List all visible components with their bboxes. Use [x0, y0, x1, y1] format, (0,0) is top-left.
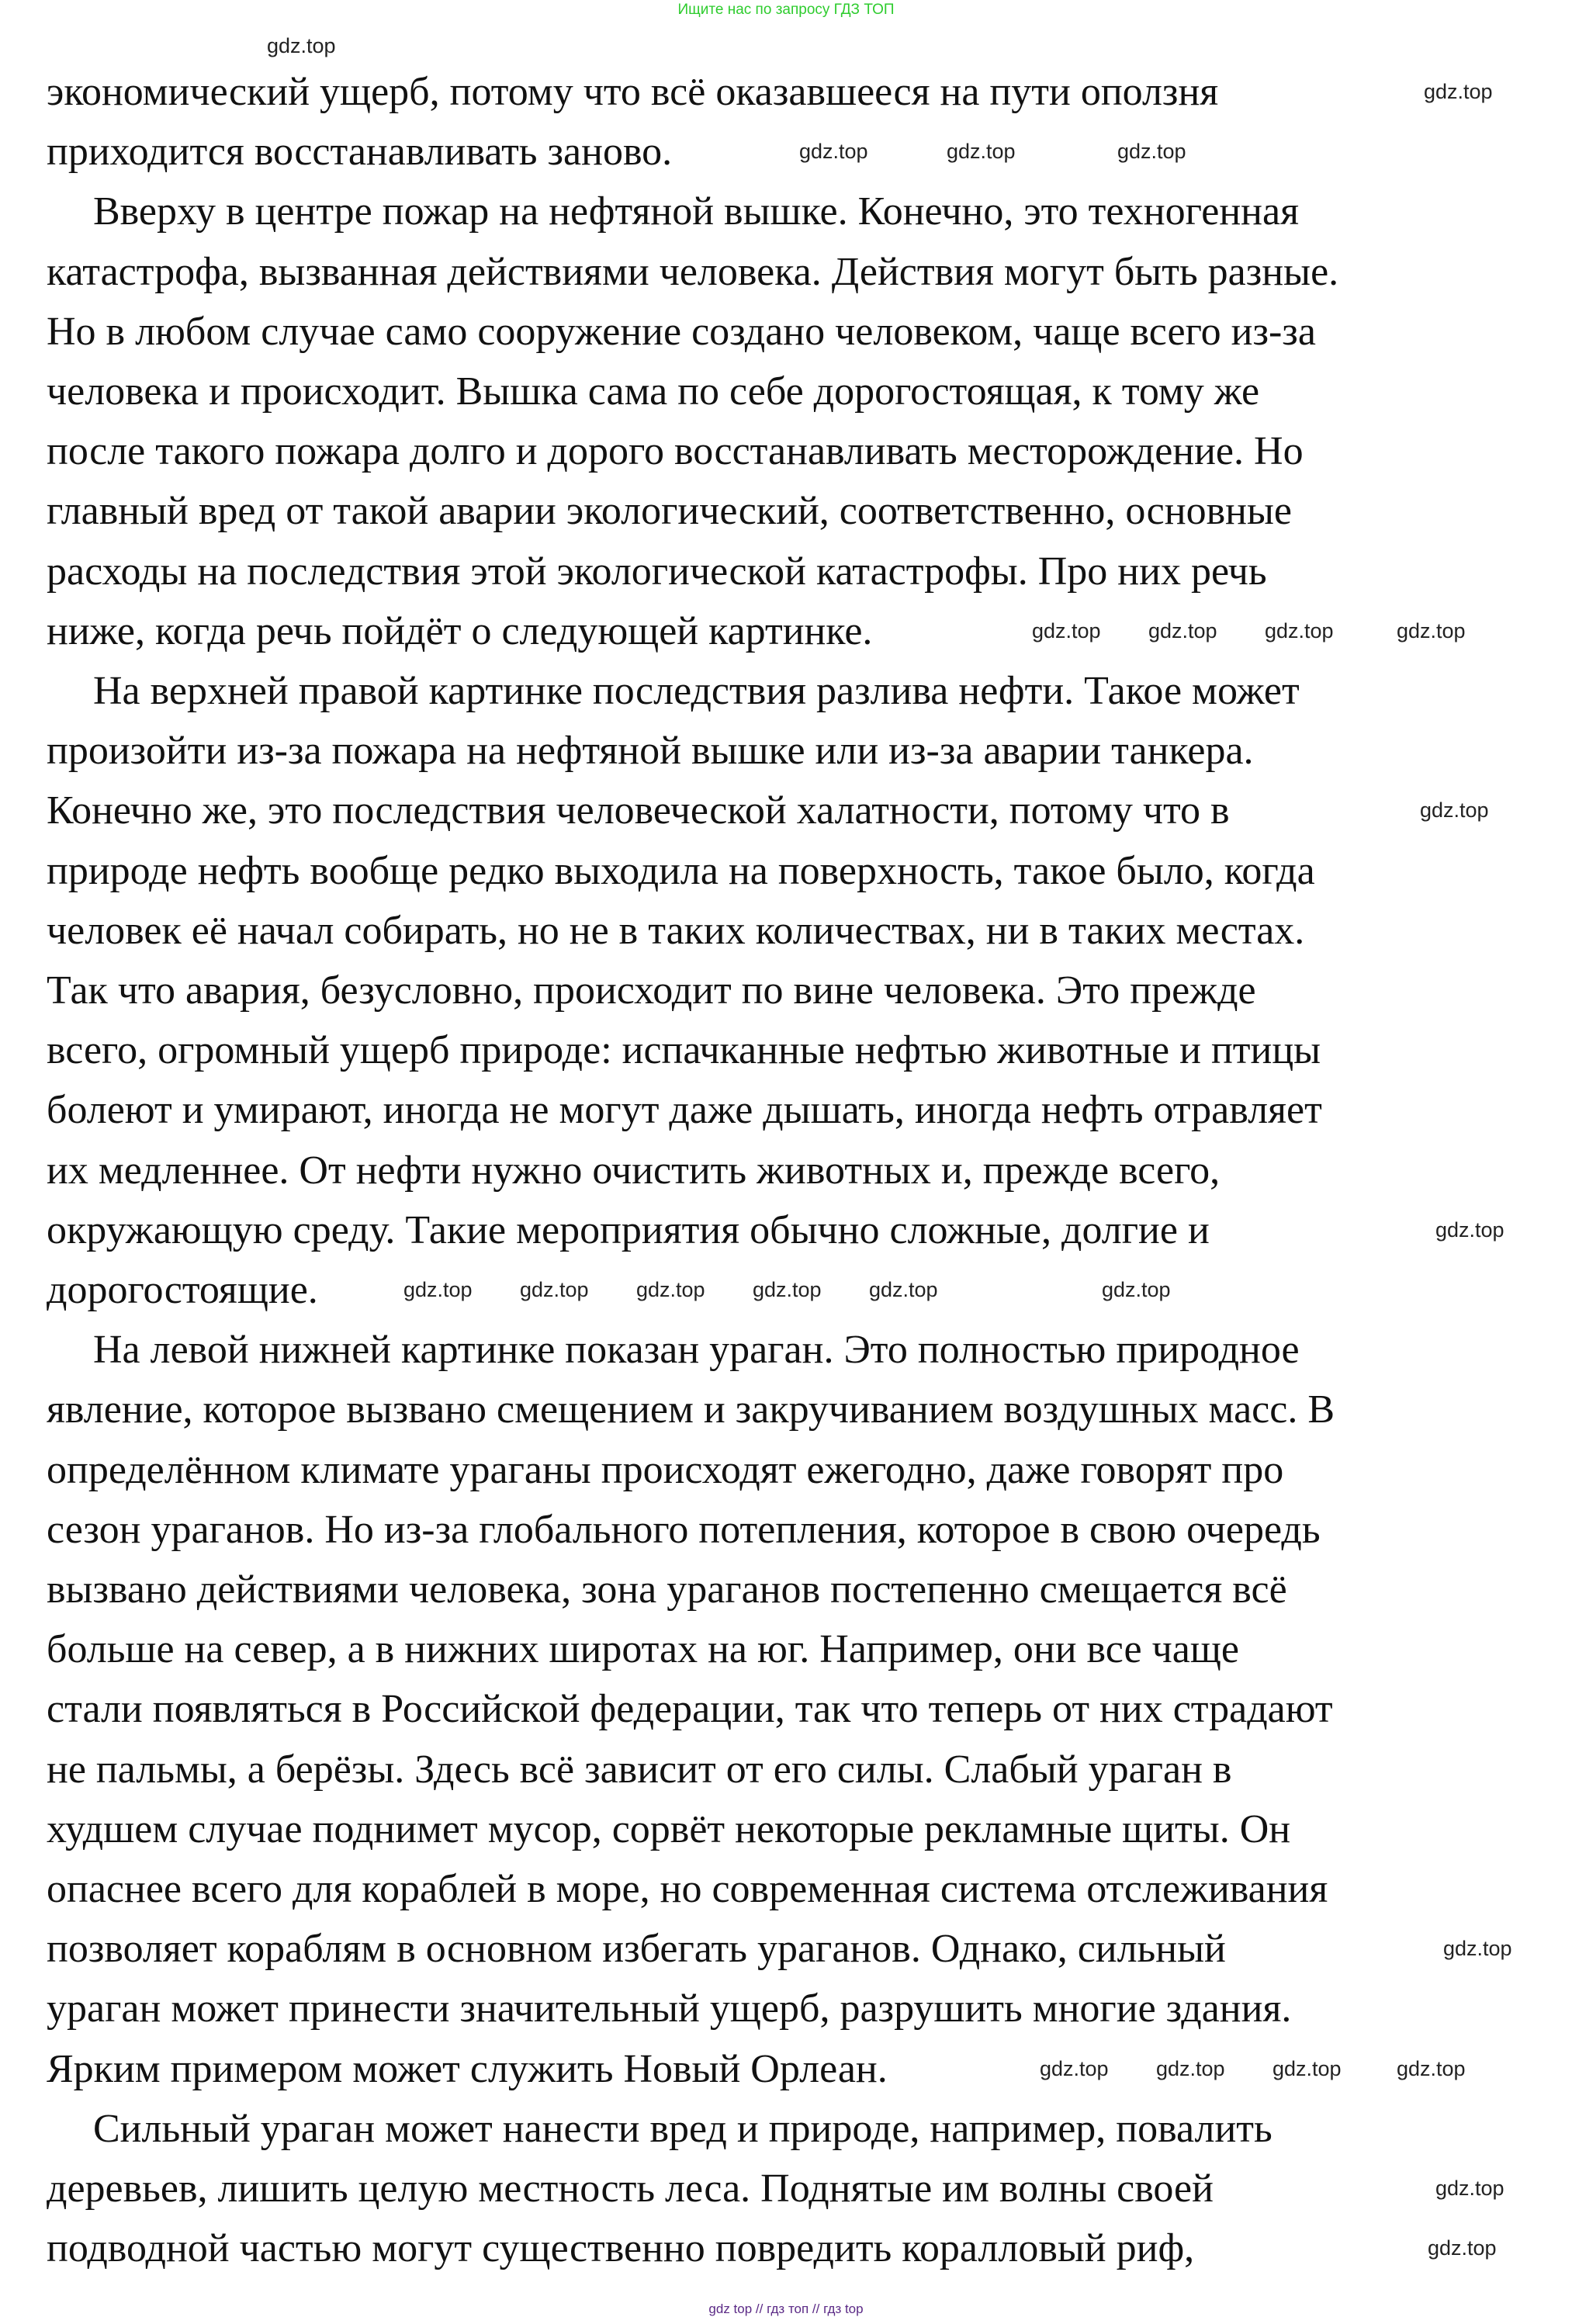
text-line: человека и происходит. Вышка сама по себе дорогостоящая, к тому же — [47, 369, 1260, 414]
watermark: gdz.top — [1040, 2057, 1109, 2080]
watermark: gdz.top — [1435, 1218, 1504, 1242]
watermark: gdz.top — [947, 140, 1016, 163]
text-line: произойти из-за пожара на нефтяной вышке или из-за аварии танкера. — [47, 729, 1254, 774]
watermark: gdz.top — [636, 1278, 705, 1301]
watermark: gdz.top — [1435, 2177, 1504, 2200]
watermark: gdz.top — [1032, 619, 1101, 642]
text-line: дорогостоящие. — [47, 1268, 318, 1312]
watermark: gdz.top — [267, 34, 336, 57]
text-line: Вверху в центре пожар на нефтяной вышке. Конечно, это техногенная — [93, 189, 1300, 234]
text-line: после такого пожара долго и дорого восстанавливать месторождение. Но — [47, 429, 1304, 474]
text-line: Сильный ураган может нанести вред и природе, например, повалить — [93, 2106, 1272, 2151]
text-line: ураган может принести значительный ущерб, разрушить многие здания. — [47, 1986, 1292, 2031]
text-line: главный вред от такой аварии экологический, соответственно, основные — [47, 489, 1292, 534]
text-line: человек её начал собирать, но не в таких количествах, ни в таких местах. — [47, 908, 1305, 953]
watermark: gdz.top — [753, 1278, 822, 1301]
text-line: их медленнее. От нефти нужно очистить животных и, прежде всего, — [47, 1148, 1221, 1193]
text-line: Конечно же, это последствия человеческой халатности, потому что в — [47, 788, 1230, 833]
text-line: Ярким примером может служить Новый Орлеан. — [47, 2046, 888, 2091]
text-line: ниже, когда речь пойдёт о следующей картинке. — [47, 608, 873, 653]
text-line: не пальмы, а берёзы. Здесь всё зависит от его силы. Слабый ураган в — [47, 1747, 1232, 1792]
watermark: gdz.top — [799, 140, 868, 163]
watermark: gdz.top — [1148, 619, 1217, 642]
watermark: gdz.top — [1272, 2057, 1342, 2080]
watermark: gdz.top — [1420, 798, 1489, 822]
text-line: сезон ураганов. Но из-за глобального потепления, которое в свою очередь — [47, 1507, 1321, 1552]
text-line: всего, огромный ущерб природе: испачканные нефтью животные и птицы — [47, 1028, 1321, 1073]
watermark: gdz.top — [1102, 1278, 1171, 1301]
watermark: gdz.top — [1117, 140, 1186, 163]
watermark: gdz.top — [1424, 80, 1493, 103]
text-line: расходы на последствия этой экологической катастрофы. Про них речь — [47, 549, 1267, 594]
search-hint-header: Ищите нас по запросу ГДЗ ТОП — [677, 2, 895, 18]
text-line: явление, которое вызвано смещением и закручиванием воздушных масс. В — [47, 1387, 1335, 1432]
watermark: gdz.top — [403, 1278, 473, 1301]
text-line: катастрофа, вызванная действиями человека. Действия могут быть разные. — [47, 249, 1339, 294]
text-line: На верхней правой картинке последствия разлива нефти. Такое может — [93, 669, 1300, 713]
watermark: gdz.top — [1397, 2057, 1466, 2080]
text-line: деревьев, лишить целую местность леса. Поднятые им волны своей — [47, 2166, 1214, 2211]
text-line: больше на север, а в нижних широтах на юг. Например, они все чаще — [47, 1627, 1239, 1672]
text-line: подводной частью могут существенно повредить коралловый риф, — [47, 2226, 1195, 2271]
watermark: gdz.top — [1443, 1937, 1512, 1960]
text-line: На левой нижней картинке показан ураган. Это полностью природное — [93, 1328, 1300, 1373]
text-line: экономический ущерб, потому что всё оказавшееся на пути оползня — [47, 70, 1219, 114]
text-line: окружающую среду. Такие мероприятия обычно сложные, долгие и — [47, 1207, 1210, 1252]
text-line: стали появляться в Российской федерации, так что теперь от них страдают — [47, 1687, 1333, 1732]
watermark: gdz.top — [1428, 2236, 1497, 2260]
watermark: gdz.top — [520, 1278, 589, 1301]
text-line: опаснее всего для кораблей в море, но современная система отслеживания — [47, 1867, 1328, 1911]
text-line: позволяет кораблям в основном избегать ураганов. Однако, сильный — [47, 1927, 1226, 1972]
text-line: природе нефть вообще редко выходила на поверхность, такое было, когда — [47, 848, 1315, 893]
text-line: вызвано действиями человека, зона ураганов постепенно смещается всё — [47, 1567, 1287, 1612]
text-line: Так что авария, безусловно, происходит по вине человека. Это прежде — [47, 968, 1256, 1013]
site-footer: gdz top // гдз топ // гдз top — [708, 2301, 864, 2316]
watermark: gdz.top — [1156, 2057, 1225, 2080]
text-line: определённом климате ураганы происходят ежегодно, даже говорят про — [47, 1447, 1284, 1492]
watermark: gdz.top — [869, 1278, 938, 1301]
watermark: gdz.top — [1397, 619, 1466, 642]
text-line: Но в любом случае само сооружение создано человеком, чаще всего из-за — [47, 309, 1316, 354]
watermark: gdz.top — [1265, 619, 1334, 642]
text-line: худшем случае поднимет мусор, сорвёт некоторые рекламные щиты. Он — [47, 1806, 1291, 1851]
text-line: болеют и умирают, иногда не могут даже дышать, иногда нефть отравляет — [47, 1088, 1322, 1133]
text-line: приходится восстанавливать заново. — [47, 130, 673, 175]
